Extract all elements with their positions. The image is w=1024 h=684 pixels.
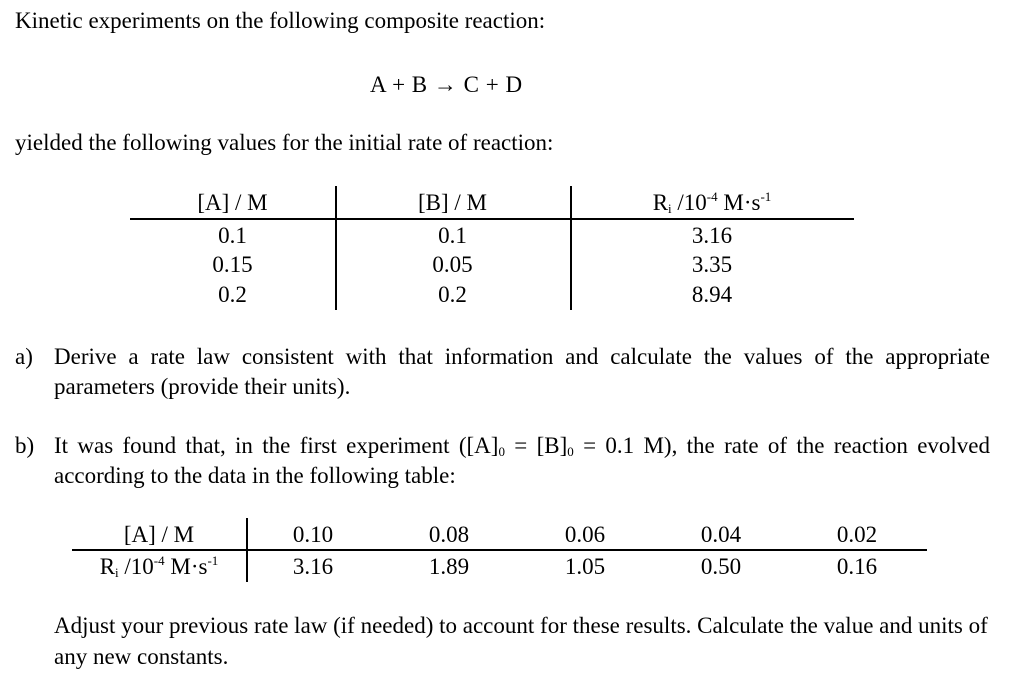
row-label-concentration: [A] / M — [123, 522, 195, 547]
table-cell: 0.2 — [438, 282, 467, 307]
table-header-rule — [130, 218, 854, 220]
header-initial-rate: $R_i$ $/10^{-4}$ $M\cdot s^{-1}$ — [652, 189, 772, 216]
table-cell: 0.04 — [700, 522, 742, 547]
question-part-b — [15, 431, 990, 491]
table-cell: 0.15 — [212, 252, 253, 277]
part-b-text: It was found that, in the first experiment ($[A]_0 = [B]_0 = 0.1$ M), the rate of the reaction evolved according to the data in the following table: — [54, 433, 991, 488]
table-cell: 3.16 — [292, 554, 334, 579]
table-cell: 1.89 — [428, 554, 470, 579]
intro-text: Kinetic experiments on the following composite reaction: — [15, 8, 546, 33]
table-cell: 0.2 — [218, 282, 247, 307]
part-a-text: Derive a rate law consistent with that information and calculate the values of the appropriate parameters (provide their units). — [54, 344, 990, 399]
table-cell: 0.08 — [428, 522, 470, 547]
table-cell: 8.94 — [691, 282, 733, 307]
table-cell: 0.50 — [700, 554, 742, 579]
table-cell: 1.05 — [564, 554, 606, 579]
table-cell: 0.10 — [292, 522, 334, 547]
table-cell: 0.02 — [836, 522, 878, 547]
table-cell: 0.06 — [564, 522, 606, 547]
table-cell: 3.16 — [691, 223, 733, 248]
label-divider — [246, 518, 248, 582]
header-b-concentration: [B] / M — [418, 190, 487, 215]
question-part-a — [15, 342, 990, 402]
question-part-c: Adjust your previous rate law (if needed) to account for these results. Calculate the value and units of any new constants. — [54, 613, 988, 669]
table-cell: 0.1 — [438, 223, 467, 248]
initial-rate-table — [130, 186, 854, 310]
rate-evolution-table — [72, 518, 927, 582]
table-cell: 0.05 — [432, 252, 473, 277]
part-b-label: b) — [15, 433, 35, 458]
table-cell: 0.16 — [836, 554, 878, 579]
intro-text-2: yielded the following values for the initial rate of reaction: — [15, 130, 554, 155]
table-cell: 3.35 — [691, 252, 733, 277]
header-a-concentration: [A] / M — [197, 190, 268, 215]
row-label-rate: $R_i$ $/10^{-4}$ $M\cdot s^{-1}$ — [99, 553, 219, 580]
table-cell: 0.1 — [218, 223, 247, 248]
reaction-equation: A + B → C + D — [370, 72, 523, 97]
part-a-label: a) — [15, 344, 33, 369]
